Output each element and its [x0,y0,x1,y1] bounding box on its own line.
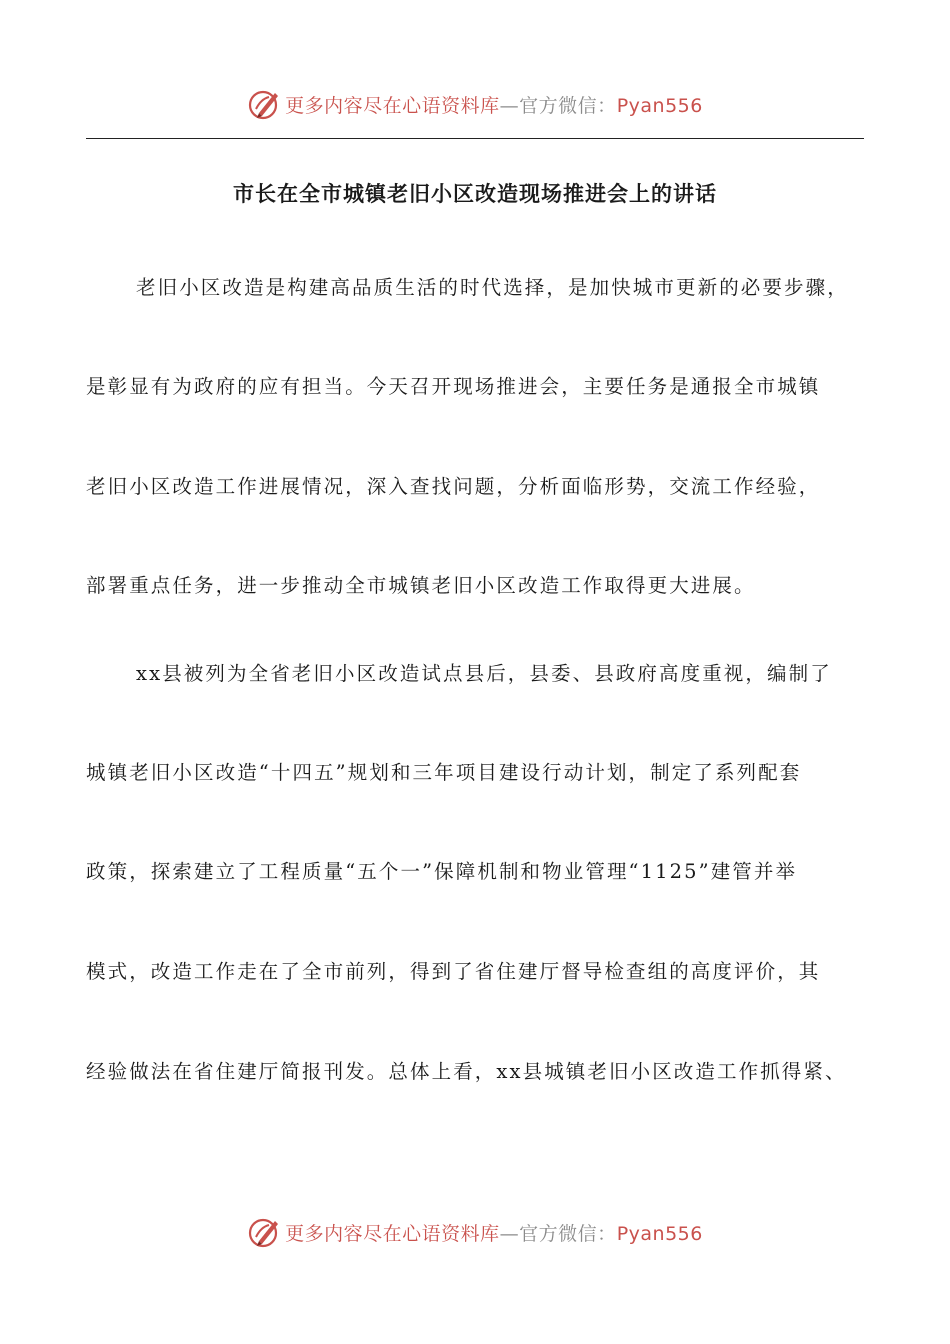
body-line: 模式，改造工作走在了全市前列，得到了省住建厅督导检查组的高度评价，其 [86,960,821,983]
body-line: 部署重点任务，进一步推动全市城镇老旧小区改造工作取得更大进展。 [86,574,756,597]
body-line: 是彰显有为政府的应有担当。今天召开现场推进会，主要任务是通报全市城镇 [86,375,821,398]
pen-logo-icon [247,1215,281,1249]
document-title: 市长在全市城镇老旧小区改造现场推进会上的讲话 [233,182,717,206]
body-line: 政策，探索建立了工程质量“五个一”保障机制和物业管理“1125”建管并举 [86,860,798,883]
body-line: xx县被列为全省老旧小区改造试点县后，县委、县政府高度重视，编制了 [136,662,832,685]
body-line: 经验做法在省住建厅简报刊发。总体上看，xx县城镇老旧小区改造工作抓得紧、 [86,1060,847,1083]
footer-wechat-id: Pyan556 [616,1222,703,1245]
header-divider [86,138,864,139]
footer-wechat-label: 官方微信： [519,1222,617,1245]
footer-brand-text: 更多内容尽在心语资料库 [285,1222,500,1245]
footer-brand [285,1219,703,1246]
body-line: 老旧小区改造工作进展情况，深入查找问题，分析面临形势，交流工作经验， [86,475,821,498]
body-line: 老旧小区改造是构建高品质生活的时代选择，是加快城市更新的必要步骤， [136,276,849,299]
header-dash: — [499,94,520,117]
page-footer [0,1212,950,1252]
header-wechat-id: Pyan556 [616,94,703,117]
page-header [0,84,950,124]
footer-dash: — [499,1222,520,1245]
pen-logo-icon [247,87,281,121]
header-wechat-label: 官方微信： [519,94,617,117]
header-brand-text: 更多内容尽在心语资料库 [285,94,500,117]
header-brand [285,91,703,118]
body-line: 城镇老旧小区改造“十四五”规划和三年项目建设行动计划，制定了系列配套 [86,761,802,784]
